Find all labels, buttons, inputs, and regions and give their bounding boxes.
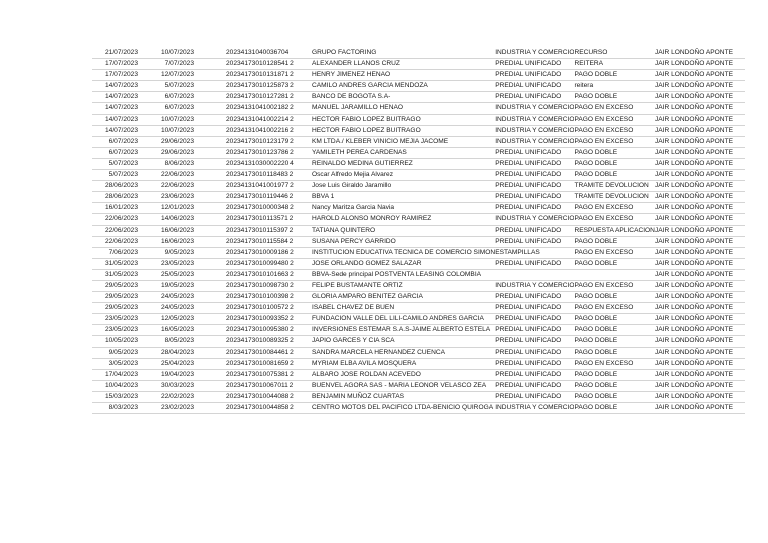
taxpayer-cell[interactable]: SANDRA MARCELA HERNANDEZ CUENCA (308, 347, 495, 358)
request-date-cell[interactable]: 10/07/2023 (138, 48, 194, 59)
table-row (92, 170, 745, 181)
filing-date-cell[interactable]: 29/05/2023 (92, 292, 138, 303)
filing-date-cell[interactable]: 14/07/2023 (92, 103, 138, 114)
request-type-cell[interactable]: PAGO EN EXCESO (574, 358, 655, 369)
official-cell[interactable]: JAIR LONDOÑO APONTE (655, 325, 745, 336)
filing-date-cell[interactable]: 31/05/2023 (92, 269, 138, 280)
table-row (92, 258, 745, 269)
filing-date-cell[interactable]: 14/07/2023 (92, 125, 138, 136)
request-type-cell[interactable]: RESPUESTA APLICACION (574, 225, 655, 236)
official-cell[interactable]: JAIR LONDOÑO APONTE (655, 225, 745, 236)
tax-type-cell[interactable]: INDUSTRIA Y COMERCIO (495, 403, 574, 414)
taxpayer-cell[interactable]: Jose Luis Giraldo Jaramillo (308, 181, 495, 192)
radicado-cell[interactable]: 20234173010113571 2 (194, 214, 308, 225)
filing-date-cell[interactable]: 28/06/2023 (92, 181, 138, 192)
filing-date-cell[interactable]: 5/07/2023 (92, 158, 138, 169)
filing-date-cell[interactable]: 5/07/2023 (92, 170, 138, 181)
tax-type-cell[interactable]: PREDIAL UNIFICADO (495, 358, 574, 369)
request-type-cell[interactable]: REITERA (574, 59, 655, 70)
official-cell[interactable]: JAIR LONDOÑO APONTE (655, 258, 745, 269)
taxpayer-cell[interactable]: BBVA 1 (308, 192, 495, 203)
radicado-cell[interactable]: 20234173010115584 2 (194, 236, 308, 247)
request-date-cell[interactable]: 10/07/2023 (138, 125, 194, 136)
radicado-cell[interactable]: 20234131030002220 4 (194, 158, 308, 169)
official-cell[interactable]: JAIR LONDOÑO APONTE (655, 147, 745, 158)
filing-date-cell[interactable]: 23/05/2023 (92, 325, 138, 336)
table-row (92, 203, 745, 214)
tax-type-cell[interactable]: INDUSTRIA Y COMERCIO (495, 48, 574, 59)
official-cell[interactable]: JAIR LONDOÑO APONTE (655, 70, 745, 81)
filing-date-cell[interactable]: 3/05/2023 (92, 358, 138, 369)
filing-date-cell[interactable]: 22/06/2023 (92, 225, 138, 236)
tax-type-cell[interactable]: PREDIAL UNIFICADO (495, 225, 574, 236)
table-row (92, 269, 745, 280)
request-type-cell[interactable]: PAGO DOBLE (574, 92, 655, 103)
table-row (92, 214, 745, 225)
table-row (92, 247, 745, 258)
tax-type-cell[interactable]: PREDIAL UNIFICADO (495, 59, 574, 70)
official-cell[interactable]: JAIR LONDOÑO APONTE (655, 125, 745, 136)
tax-type-cell[interactable]: INDUSTRIA Y COMERCIO (495, 280, 574, 291)
request-type-cell[interactable]: PAGO DOBLE (574, 314, 655, 325)
tax-type-cell[interactable]: PREDIAL UNIFICADO (495, 81, 574, 92)
taxpayer-cell[interactable]: INVERSIONES ESTEMAR S.A.S-JAIME ALBERTO ESTELA (308, 325, 495, 336)
taxpayer-cell[interactable]: HECTOR FABIO LOPEZ BUITRAGO (308, 114, 495, 125)
request-date-cell[interactable]: 22/06/2023 (138, 170, 194, 181)
request-type-cell[interactable]: PAGO EN EXCESO (574, 214, 655, 225)
radicado-cell[interactable]: 20234173010067011 2 (194, 380, 308, 391)
tax-type-cell[interactable]: PREDIAL UNIFICADO (495, 147, 574, 158)
taxpayer-cell[interactable]: HAROLD ALONSO MONROY RAMIREZ (308, 214, 495, 225)
request-type-cell[interactable]: PAGO EN EXCESO (574, 136, 655, 147)
tax-type-cell[interactable]: PREDIAL UNIFICADO (495, 158, 574, 169)
taxpayer-cell[interactable]: ISABEL CHAVEZ DE BUEN (308, 303, 495, 314)
filing-date-cell[interactable]: 17/04/2023 (92, 369, 138, 380)
request-date-cell[interactable]: 10/07/2023 (138, 114, 194, 125)
radicado-cell[interactable]: 20234173010099480 2 (194, 258, 308, 269)
request-type-cell[interactable]: PAGO EN EXCESO (574, 247, 655, 258)
table-row (92, 147, 745, 158)
radicado-cell[interactable]: 20234131041002216 2 (194, 125, 308, 136)
request-date-cell[interactable]: 5/07/2023 (138, 81, 194, 92)
radicado-cell[interactable]: 20234173010127281 2 (194, 92, 308, 103)
official-cell[interactable]: JAIR LONDOÑO APONTE (655, 247, 745, 258)
request-type-cell[interactable]: PAGO EN EXCESO (574, 125, 655, 136)
taxpayer-cell[interactable]: YAMILETH PEREA CARDENAS (308, 147, 495, 158)
request-date-cell[interactable]: 29/06/2023 (138, 136, 194, 147)
taxpayer-cell[interactable]: CAMILO ANDRES GARCIA MENDOZA (308, 81, 495, 92)
request-date-cell[interactable]: 8/05/2023 (138, 336, 194, 347)
request-date-cell[interactable]: 22/06/2023 (138, 181, 194, 192)
request-type-cell[interactable]: PAGO DOBLE (574, 391, 655, 402)
official-cell[interactable]: JAIR LONDOÑO APONTE (655, 181, 745, 192)
request-type-cell[interactable]: reitera (574, 81, 655, 92)
official-cell[interactable]: JAIR LONDOÑO APONTE (655, 170, 745, 181)
taxpayer-cell[interactable]: GRUPO FACTORING (308, 48, 495, 59)
table-row (92, 81, 745, 92)
request-date-cell[interactable]: 29/06/2023 (138, 147, 194, 158)
filing-date-cell[interactable]: 14/07/2023 (92, 114, 138, 125)
filing-date-cell[interactable]: 21/07/2023 (92, 48, 138, 59)
request-type-cell[interactable]: PAGO DOBLE (574, 347, 655, 358)
request-type-cell[interactable]: PAGO DOBLE (574, 292, 655, 303)
official-cell[interactable]: JAIR LONDOÑO APONTE (655, 314, 745, 325)
request-type-cell[interactable]: PAGO DOBLE (574, 147, 655, 158)
taxpayer-cell[interactable]: ALEXANDER LLANOS CRUZ (308, 59, 495, 70)
request-type-cell[interactable]: PAGO EN EXCESO (574, 114, 655, 125)
official-cell[interactable]: JAIR LONDOÑO APONTE (655, 358, 745, 369)
official-cell[interactable]: JAIR LONDOÑO APONTE (655, 380, 745, 391)
tax-type-cell[interactable] (495, 269, 574, 280)
request-date-cell[interactable]: 25/05/2023 (138, 269, 194, 280)
official-cell[interactable]: JAIR LONDOÑO APONTE (655, 269, 745, 280)
official-cell[interactable]: JAIR LONDOÑO APONTE (655, 303, 745, 314)
official-cell[interactable]: JAIR LONDOÑO APONTE (655, 59, 745, 70)
taxpayer-cell[interactable]: BBVA-Sede principal POSTVENTA LEASING COLOMBIA (308, 269, 495, 280)
filing-date-cell[interactable]: 22/06/2023 (92, 214, 138, 225)
official-cell[interactable]: JAIR LONDOÑO APONTE (655, 214, 745, 225)
table-row (92, 280, 745, 291)
table-row (92, 303, 745, 314)
request-date-cell[interactable]: 14/06/2023 (138, 214, 194, 225)
request-date-cell[interactable]: 24/05/2023 (138, 303, 194, 314)
taxpayer-cell[interactable]: HENRY JIMENEZ HENAO (308, 70, 495, 81)
taxpayer-cell[interactable]: SUSANA PERCY GARRIDO (308, 236, 495, 247)
request-type-cell[interactable]: PAGO DOBLE (574, 325, 655, 336)
tax-type-cell[interactable]: INDUSTRIA Y COMERCIO (495, 103, 574, 114)
taxpayer-cell[interactable]: JOSE ORLANDO GOMEZ SALAZAR (308, 258, 495, 269)
filing-date-cell[interactable]: 22/06/2023 (92, 236, 138, 247)
official-cell[interactable]: JAIR LONDOÑO APONTE (655, 192, 745, 203)
tax-type-cell[interactable]: INDUSTRIA Y COMERCIO (495, 114, 574, 125)
official-cell[interactable]: JAIR LONDOÑO APONTE (655, 92, 745, 103)
request-date-cell[interactable]: 12/01/2023 (138, 203, 194, 214)
taxpayer-cell[interactable]: FUNDACION VALLE DEL LILI-CAMILO ANDRES GARCIA (308, 314, 495, 325)
radicado-cell[interactable]: 20234131041001977 2 (194, 181, 308, 192)
tax-type-cell[interactable]: PREDIAL UNIFICADO (495, 347, 574, 358)
filing-date-cell[interactable]: 14/07/2023 (92, 81, 138, 92)
request-type-cell[interactable]: PAGO EN EXCESO (574, 303, 655, 314)
radicado-cell[interactable]: 20234131041002182 2 (194, 103, 308, 114)
official-cell[interactable]: JAIR LONDOÑO APONTE (655, 403, 745, 414)
table-row (92, 292, 745, 303)
radicado-cell[interactable]: 20234173010075381 2 (194, 369, 308, 380)
tax-type-cell[interactable]: INDUSTRIA Y COMERCIO (495, 136, 574, 147)
radicado-cell[interactable]: 20234173010101663 2 (194, 269, 308, 280)
taxpayer-cell[interactable]: FELIPE BUSTAMANTE ORTIZ (308, 280, 495, 291)
request-type-cell[interactable]: RECURSO (574, 48, 655, 59)
table-row (92, 391, 745, 402)
request-date-cell[interactable]: 16/05/2023 (138, 325, 194, 336)
request-type-cell[interactable]: PAGO EN EXCESO (574, 103, 655, 114)
table-row (92, 314, 745, 325)
radicado-cell[interactable]: 20234173010009186 2 (194, 247, 308, 258)
tax-type-cell[interactable]: PREDIAL UNIFICADO (495, 236, 574, 247)
tax-type-cell[interactable]: PREDIAL UNIFICADO (495, 192, 574, 203)
table-row (92, 136, 745, 147)
request-type-cell[interactable]: PAGO DOBLE (574, 336, 655, 347)
tax-type-cell[interactable]: PREDIAL UNIFICADO (495, 92, 574, 103)
tax-type-cell[interactable]: ESTAMPILLAS (495, 247, 574, 258)
radicado-cell[interactable]: 20234173010123179 2 (194, 136, 308, 147)
table-row (92, 114, 745, 125)
taxpayer-cell[interactable]: MYRIAM ELBA AVILA MOSQUERA (308, 358, 495, 369)
tax-type-cell[interactable]: PREDIAL UNIFICADO (495, 70, 574, 81)
filing-date-cell[interactable]: 8/03/2023 (92, 403, 138, 414)
table-row (92, 325, 745, 336)
table-row (92, 336, 745, 347)
taxpayer-cell[interactable]: GLORIA AMPARO BENITEZ GARCIA (308, 292, 495, 303)
taxpayer-cell[interactable]: HECTOR FABIO LOPEZ BUITRAGO (308, 125, 495, 136)
taxpayer-cell[interactable]: JAPIO GARCES Y CIA SCA (308, 336, 495, 347)
official-cell[interactable]: JAIR LONDOÑO APONTE (655, 103, 745, 114)
taxpayer-cell[interactable]: KM LTDA./ KLEBER VINICIO MEJIA JACOME (308, 136, 495, 147)
request-date-cell[interactable]: 23/02/2023 (138, 403, 194, 414)
request-date-cell[interactable]: 6/07/2023 (138, 103, 194, 114)
request-date-cell[interactable]: 16/06/2023 (138, 236, 194, 247)
taxpayer-cell[interactable]: MANUEL JARAMILLO HENAO (308, 103, 495, 114)
tax-type-cell[interactable]: INDUSTRIA Y COMERCIO (495, 214, 574, 225)
tax-type-cell[interactable]: PREDIAL UNIFICADO (495, 325, 574, 336)
official-cell[interactable]: JAIR LONDOÑO APONTE (655, 203, 745, 214)
table-row (92, 125, 745, 136)
request-date-cell[interactable]: 9/05/2023 (138, 247, 194, 258)
request-date-cell[interactable]: 8/06/2023 (138, 158, 194, 169)
table-row (92, 225, 745, 236)
official-cell[interactable]: JAIR LONDOÑO APONTE (655, 81, 745, 92)
table-row (92, 369, 745, 380)
filing-date-cell[interactable]: 15/03/2023 (92, 391, 138, 402)
taxpayer-cell[interactable]: ALBARO JOSE ROLDAN ACEVEDO (308, 369, 495, 380)
radicado-cell[interactable]: 20234173010044088 2 (194, 391, 308, 402)
filing-date-cell[interactable]: 10/05/2023 (92, 336, 138, 347)
request-type-cell[interactable]: PAGO EN EXCESO (574, 203, 655, 214)
table-row (92, 70, 745, 81)
request-date-cell[interactable]: 30/03/2023 (138, 380, 194, 391)
radicado-cell[interactable]: 20234173010100398 2 (194, 292, 308, 303)
table-row (92, 192, 745, 203)
request-type-cell[interactable]: TRAMITE DEVOLUCION (574, 192, 655, 203)
tax-type-cell[interactable]: PREDIAL UNIFICADO (495, 369, 574, 380)
radicado-cell[interactable]: 20234173010089325 2 (194, 336, 308, 347)
radicado-cell[interactable]: 20234173010044858 2 (194, 403, 308, 414)
taxpayer-cell[interactable]: Oscar Alfredo Mejia Alvarez (308, 170, 495, 181)
tax-type-cell[interactable]: PREDIAL UNIFICADO (495, 292, 574, 303)
tax-type-cell[interactable]: PREDIAL UNIFICADO (495, 258, 574, 269)
official-cell[interactable]: JAIR LONDOÑO APONTE (655, 292, 745, 303)
request-date-cell[interactable]: 23/05/2023 (138, 258, 194, 269)
radicado-cell[interactable]: 20234173010119446 2 (194, 192, 308, 203)
request-date-cell[interactable]: 24/05/2023 (138, 292, 194, 303)
radicado-cell[interactable]: 20234173010100572 2 (194, 303, 308, 314)
request-type-cell[interactable]: PAGO DOBLE (574, 258, 655, 269)
request-type-cell[interactable]: TRAMITE DEVOLUCION (574, 181, 655, 192)
tax-type-cell[interactable]: PREDIAL UNIFICADO (495, 391, 574, 402)
filing-date-cell[interactable]: 14/07/2023 (92, 92, 138, 103)
records-table (92, 48, 745, 414)
filing-date-cell[interactable]: 28/06/2023 (92, 192, 138, 203)
table-row (92, 59, 745, 70)
request-type-cell[interactable] (574, 269, 655, 280)
request-type-cell[interactable]: PAGO DOBLE (574, 369, 655, 380)
radicado-cell[interactable]: 20234173010081659 2 (194, 358, 308, 369)
request-date-cell[interactable]: 6/07/2023 (138, 92, 194, 103)
filing-date-cell[interactable]: 23/05/2023 (92, 314, 138, 325)
filing-date-cell[interactable]: 10/04/2023 (92, 380, 138, 391)
filing-date-cell[interactable]: 9/05/2023 (92, 347, 138, 358)
official-cell[interactable]: JAIR LONDOÑO APONTE (655, 48, 745, 59)
taxpayer-cell[interactable]: REINALDO MEDINA GUTIERREZ (308, 158, 495, 169)
radicado-cell[interactable]: 20234173010000348 2 (194, 203, 308, 214)
tax-type-cell[interactable]: INDUSTRIA Y COMERCIO (495, 125, 574, 136)
request-date-cell[interactable]: 28/04/2023 (138, 347, 194, 358)
tax-type-cell[interactable]: PREDIAL UNIFICADO (495, 380, 574, 391)
table-row (92, 236, 745, 247)
table-row (92, 181, 745, 192)
radicado-cell[interactable]: 20234173010115397 2 (194, 225, 308, 236)
filing-date-cell[interactable]: 29/05/2023 (92, 280, 138, 291)
tax-type-cell[interactable]: PREDIAL UNIFICADO (495, 181, 574, 192)
official-cell[interactable]: JAIR LONDOÑO APONTE (655, 136, 745, 147)
tax-type-cell[interactable]: PREDIAL UNIFICADO (495, 336, 574, 347)
request-date-cell[interactable]: 12/07/2023 (138, 70, 194, 81)
tax-type-cell[interactable]: PREDIAL UNIFICADO (495, 314, 574, 325)
request-type-cell[interactable]: PAGO DOBLE (574, 380, 655, 391)
radicado-cell[interactable]: 20234173010128541 2 (194, 59, 308, 70)
table-row (92, 92, 745, 103)
official-cell[interactable]: JAIR LONDOÑO APONTE (655, 114, 745, 125)
tax-type-cell[interactable]: PREDIAL UNIFICADO (495, 203, 574, 214)
request-date-cell[interactable]: 7/07/2023 (138, 59, 194, 70)
table-row (92, 103, 745, 114)
filing-date-cell[interactable]: 31/05/2023 (92, 258, 138, 269)
radicado-cell[interactable]: 20234173010125873 2 (194, 81, 308, 92)
taxpayer-cell[interactable]: INSTITUCION EDUCATIVA TECNICA DE COMERCIO SIMON (308, 247, 495, 258)
request-type-cell[interactable]: PAGO EN EXCESO (574, 280, 655, 291)
radicado-cell[interactable]: 20234173010093352 2 (194, 314, 308, 325)
taxpayer-cell[interactable]: TATIANA QUINTERO (308, 225, 495, 236)
table-row (92, 380, 745, 391)
filing-date-cell[interactable]: 7/06/2023 (92, 247, 138, 258)
filing-date-cell[interactable]: 6/07/2023 (92, 136, 138, 147)
radicado-cell[interactable]: 20234173010084461 2 (194, 347, 308, 358)
request-date-cell[interactable]: 12/05/2023 (138, 314, 194, 325)
taxpayer-cell[interactable]: BENJAMIN MUÑOZ CUARTAS (308, 391, 495, 402)
request-date-cell[interactable]: 19/04/2023 (138, 369, 194, 380)
radicado-cell[interactable]: 20234173010118483 2 (194, 170, 308, 181)
request-date-cell[interactable]: 19/05/2023 (138, 280, 194, 291)
table-row (92, 358, 745, 369)
radicado-cell[interactable]: 20234173010095380 2 (194, 325, 308, 336)
official-cell[interactable]: JAIR LONDOÑO APONTE (655, 336, 745, 347)
taxpayer-cell[interactable]: BUENVEL AGORA SAS - MARIA LEONOR VELASCO ZEA (308, 380, 495, 391)
filing-date-cell[interactable]: 29/05/2023 (92, 303, 138, 314)
request-date-cell[interactable]: 16/06/2023 (138, 225, 194, 236)
official-cell[interactable]: JAIR LONDOÑO APONTE (655, 369, 745, 380)
radicado-cell[interactable]: 20234131041002214 2 (194, 114, 308, 125)
request-date-cell[interactable]: 22/02/2023 (138, 391, 194, 402)
table-row (92, 158, 745, 169)
filing-date-cell[interactable]: 16/01/2023 (92, 203, 138, 214)
radicado-cell[interactable]: 20234173010123786 2 (194, 147, 308, 158)
request-date-cell[interactable]: 23/06/2023 (138, 192, 194, 203)
tax-type-cell[interactable]: PREDIAL UNIFICADO (495, 170, 574, 181)
filing-date-cell[interactable]: 6/07/2023 (92, 147, 138, 158)
table-row (92, 48, 745, 59)
request-type-cell[interactable]: PAGO DOBLE (574, 170, 655, 181)
tax-type-cell[interactable]: PREDIAL UNIFICADO (495, 303, 574, 314)
radicado-cell[interactable]: 20234173010131871 2 (194, 70, 308, 81)
official-cell[interactable]: JAIR LONDOÑO APONTE (655, 158, 745, 169)
spreadsheet-sheet (0, 48, 768, 414)
official-cell[interactable]: JAIR LONDOÑO APONTE (655, 236, 745, 247)
official-cell[interactable]: JAIR LONDOÑO APONTE (655, 391, 745, 402)
radicado-cell[interactable]: 20234173010098730 2 (194, 280, 308, 291)
table-row (92, 347, 745, 358)
request-type-cell[interactable]: PAGO DOBLE (574, 70, 655, 81)
radicado-cell[interactable]: 20234131040036704 (194, 48, 308, 59)
request-type-cell[interactable]: PAGO DOBLE (574, 403, 655, 414)
request-type-cell[interactable]: PAGO DOBLE (574, 236, 655, 247)
request-type-cell[interactable]: PAGO DOBLE (574, 158, 655, 169)
filing-date-cell[interactable]: 17/07/2023 (92, 70, 138, 81)
records-table-body (92, 48, 745, 414)
official-cell[interactable]: JAIR LONDOÑO APONTE (655, 347, 745, 358)
official-cell[interactable]: JAIR LONDOÑO APONTE (655, 280, 745, 291)
taxpayer-cell[interactable]: Nancy Maritza Garcia Navia (308, 203, 495, 214)
taxpayer-cell[interactable]: BANCO DE BOGOTA S.A- (308, 92, 495, 103)
table-row (92, 403, 745, 414)
request-date-cell[interactable]: 25/04/2023 (138, 358, 194, 369)
taxpayer-cell[interactable]: CENTRO MOTOS DEL PACIFICO LTDA-BENICIO QUIROGA (308, 403, 495, 414)
filing-date-cell[interactable]: 17/07/2023 (92, 59, 138, 70)
